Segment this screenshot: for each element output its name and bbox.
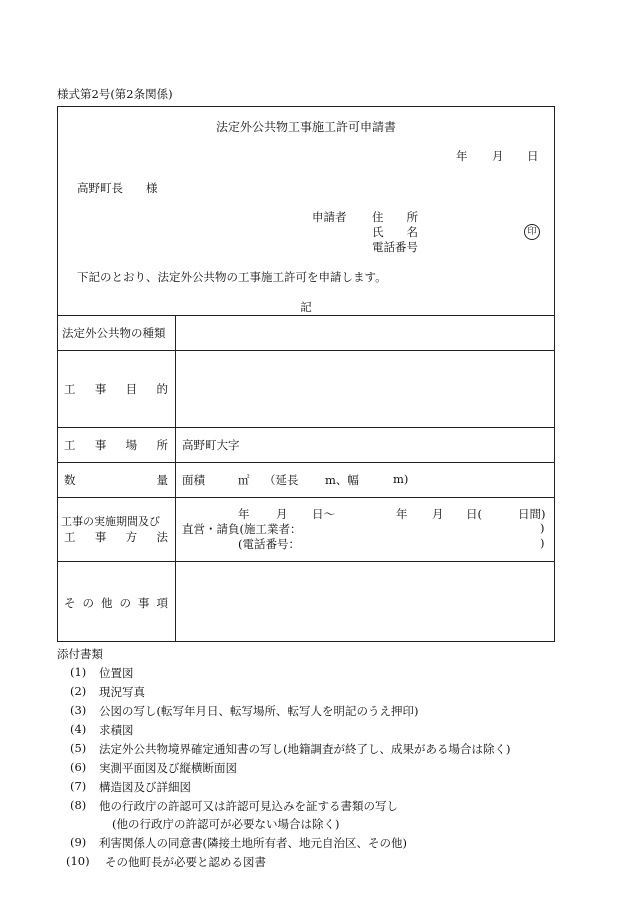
addressee: 高野町長 様 [77,181,158,195]
start-day: 日～ [312,507,335,521]
form-title: 法定外公共物工事施工許可申請書 [215,120,396,134]
start-month: 月 [276,507,288,521]
seal-mark [524,223,540,240]
attachment-num: (8) [70,798,87,812]
row-quantity-label: 数 量 [64,473,168,487]
phone-label: 電話番号 [372,240,418,254]
attachment-text: 利害関係人の同意書(隣接土地所有者、地元自治区、その他) [99,836,407,850]
row-divider [57,350,555,351]
attachment-text: 実測平面図及び縦横断面図 [99,761,237,775]
date-day: 日 [527,149,539,163]
contract-close: ) [540,521,545,535]
row-period-label-line1: 工事の実施期間及び [61,515,160,528]
date-month: 月 [492,149,504,163]
contractor-phone: (電話番号： [238,537,300,551]
contract-type: 直営・請負(施工業者： [182,522,302,536]
width-unit: m) [393,472,409,486]
attachment-text: 現況写真 [99,685,145,699]
attachment-num: (7) [70,779,87,793]
attachment-text: 法定外公共物境界確定通知書の写し(地籍調査が終了し、成果がある場合は除く) [99,742,511,756]
seal-icon: 印 [524,224,540,240]
row-other-label: そ の 他 の 事 項 [64,596,168,610]
area-unit: ㎡ [238,473,250,487]
row-divider [57,427,555,428]
location-value: 高野町大字 [182,438,240,452]
applicant-label: 申請者 [312,210,347,224]
attachment-note: (他の行政庁の許認可が必要ない場合は除く) [112,817,340,831]
ki-mark: 記 [300,300,312,314]
form-number: 様式第2号(第2条関係) [57,87,173,101]
attachments-heading: 添付書類 [57,647,103,661]
attachment-num: (3) [70,703,87,717]
end-month: 月 [432,507,444,521]
row-period-label-line2: 工 事 方 法 [64,530,168,544]
end-year: 年 [396,507,408,521]
attachment-num: (4) [70,722,87,736]
attachment-num: (6) [70,760,87,774]
start-year: 年 [238,507,250,521]
row-divider [57,462,555,463]
attachment-num: (1) [70,665,87,679]
row-divider [57,561,555,562]
attachment-num: (10) [66,854,90,868]
area-label: 面積 [182,473,205,487]
attachment-text: その他町長が必要と認める図書 [105,855,266,869]
attachment-text: 位置図 [99,666,134,680]
attachment-text: 他の行政庁の許認可又は許認可見込みを証する書類の写し [99,799,398,813]
attachment-text: 構造図及び詳細図 [99,780,191,794]
length-label: （延長 [264,473,299,487]
address-label: 住 所 [372,210,418,224]
column-divider [175,315,176,642]
end-day: 日( [466,507,482,521]
date-year: 年 [456,149,468,163]
attachment-num: (5) [70,741,87,755]
request-text: 下記のとおり、法定外公共物の工事施工許可を申請します。 [77,270,387,284]
total-days: 日間) [518,507,546,521]
row-location-label: 工 事 場 所 [64,438,168,452]
attachment-num: (2) [70,684,87,698]
width-label: m、幅 [325,473,359,487]
attachment-text: 求積図 [99,723,134,737]
attachment-num: (9) [70,835,87,849]
contractor-phone-close: ) [540,536,545,550]
attachment-text: 公図の写し(転写年月日、転写場所、転写人を明記のうえ押印) [99,704,419,718]
row-purpose-label: 工 事 目 的 [64,382,168,396]
row-divider [57,315,555,316]
row-divider [57,497,555,498]
name-label: 氏 名 [372,225,418,239]
row-type-label: 法定外公共物の種類 [62,326,166,340]
